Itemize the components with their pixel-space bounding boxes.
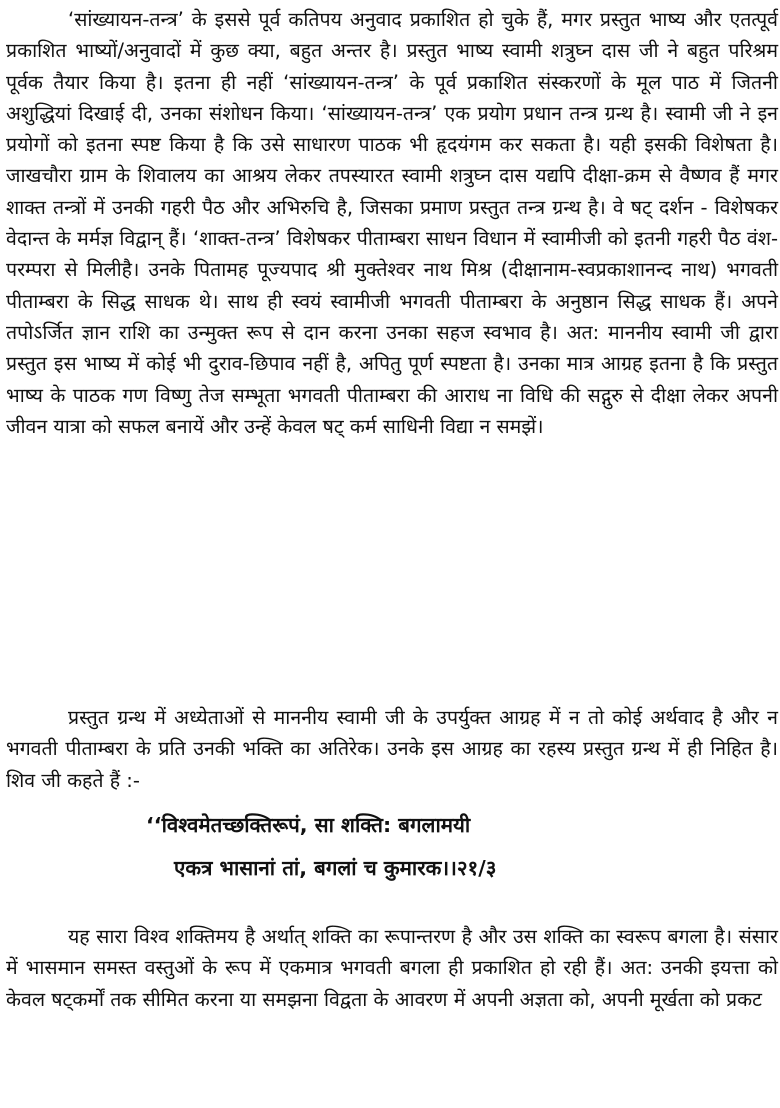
document-page xyxy=(6,0,778,1108)
verse-line-1: ‘‘विश्वमेतच्छक्तिरूपं, सा शक्ति: बगलामयी xyxy=(146,813,471,837)
paragraph-verse-explanation: यह सारा विश्व शक्तिमय है अर्थात् शक्ति का रूपान्तरण है और उस शक्ति का स्वरूप बगला है। संसार में भासमान समस्त वस्तुओं के रूप में एकमात्र भगवती बगला ही प्रकाशित हो रही हैं। अत: उनकी इयत्ता को केवल षट्कर्मों तक सीमित करना या समझना विद्वता के आवरण में अपनी अज्ञता को, अपनी मूर्खता को प्रकट xyxy=(6,925,778,1011)
paragraph-author-request: प्रस्तुत ग्रन्थ में अध्येताओं से माननीय स्वामी जी के उपर्युक्त आग्रह में न तो कोई अर्थवाद है और न भगवती पीताम्बरा के प्रति उनकी भक्ति का अतिरेक। उनके इस आग्रह का रहस्य प्रस्तुत ग्रन्थ में ही निहित है। शिव जी कहते हैं :- xyxy=(6,706,778,792)
paragraph-introduction: ‘सांख्यायन-तन्त्र’ के इससे पूर्व कतिपय अनुवाद प्रकाशित हो चुके हैं, मगर प्रस्तुत भाष्य और एतत्पूर्व प्रकाशित भाष्यों/अनुवादों में कुछ क्या, बहुत अन्तर है। प्रस्तुत भाष्य स्वामी शत्रुघ्न दास जी ने बहुत परिश्रम पूर्वक तैयार किया है। इतना ही नहीं ‘सांख्यायन-तन्त्र’ के पूर्व प्रकाशित संस्करणों के मूल पाठ में जितनी अशुद्धियां दिखाई दी, उनका संशोधन किया। ‘सांख्यायन-तन्त्र’ एक प्रयोग प्रधान तन्त्र ग्रन्थ है। स्वामी जी ने इन प्रयोगों को इतना स्पष्ट किया है कि उसे साधारण पाठक भी हृदयंगम कर सकता है। यही इसकी विशेषता है। जाखचौरा ग्राम के शिवालय का आश्रय लेकर तपस्यारत स्वामी शत्रुघ्न दास यद्यपि दीक्षा-क्रम से वैष्णव हैं मगर शाक्त तन्त्रों में उनकी गहरी पैठ और अभिरुचि है, जिसका प्रमाण प्रस्तुत तन्त्र ग्रन्थ है। वे षट् दर्शन - विशेषकर वेदान्त के मर्मज्ञ विद्वान् हैं। ‘शाक्त-तन्त्र’ विशेषकर पीताम्बरा साधन विधान में स्वामीजी को इतनी गहरी पैठ वंश-परम्परा से मिलीहै। उनके पितामह पूज्यपाद श्री मुक्तेश्वर नाथ मिश्र (दीक्षानाम-स्वप्रकाशानन्द नाथ) भगवती पीताम्बरा के सिद्ध साधक थे। साथ ही स्वयं स्वामीजी भगवती पीताम्बरा के अनुष्ठान सिद्ध साधक हैं। अपने तपोऽर्जित ज्ञान राशि का उन्मुक्त रूप से दान करना उनका सहज स्वभाव है। अत: माननीय स्वामी जी द्वारा प्रस्तुत इस भाष्य में कोई भी दुराव-छिपाव नहीं है, अपितु पूर्ण स्पष्टता है। उनका मात्र आग्रह इतना है कि प्रस्तुत भाष्य के पाठक गण विष्णु तेज सम्भूता भगवती पीताम्बरा की आराध ना विधि की सद्गुरु से दीक्षा लेकर अपनी जीवन यात्रा को सफल बनायें और उन्हें केवल षट् कर्म साधिनी विद्या न समझें। xyxy=(6,8,778,438)
verse-line-2: एकत्र भासानां तां, बगलां च कुमारक।।२१/३ xyxy=(174,856,497,880)
